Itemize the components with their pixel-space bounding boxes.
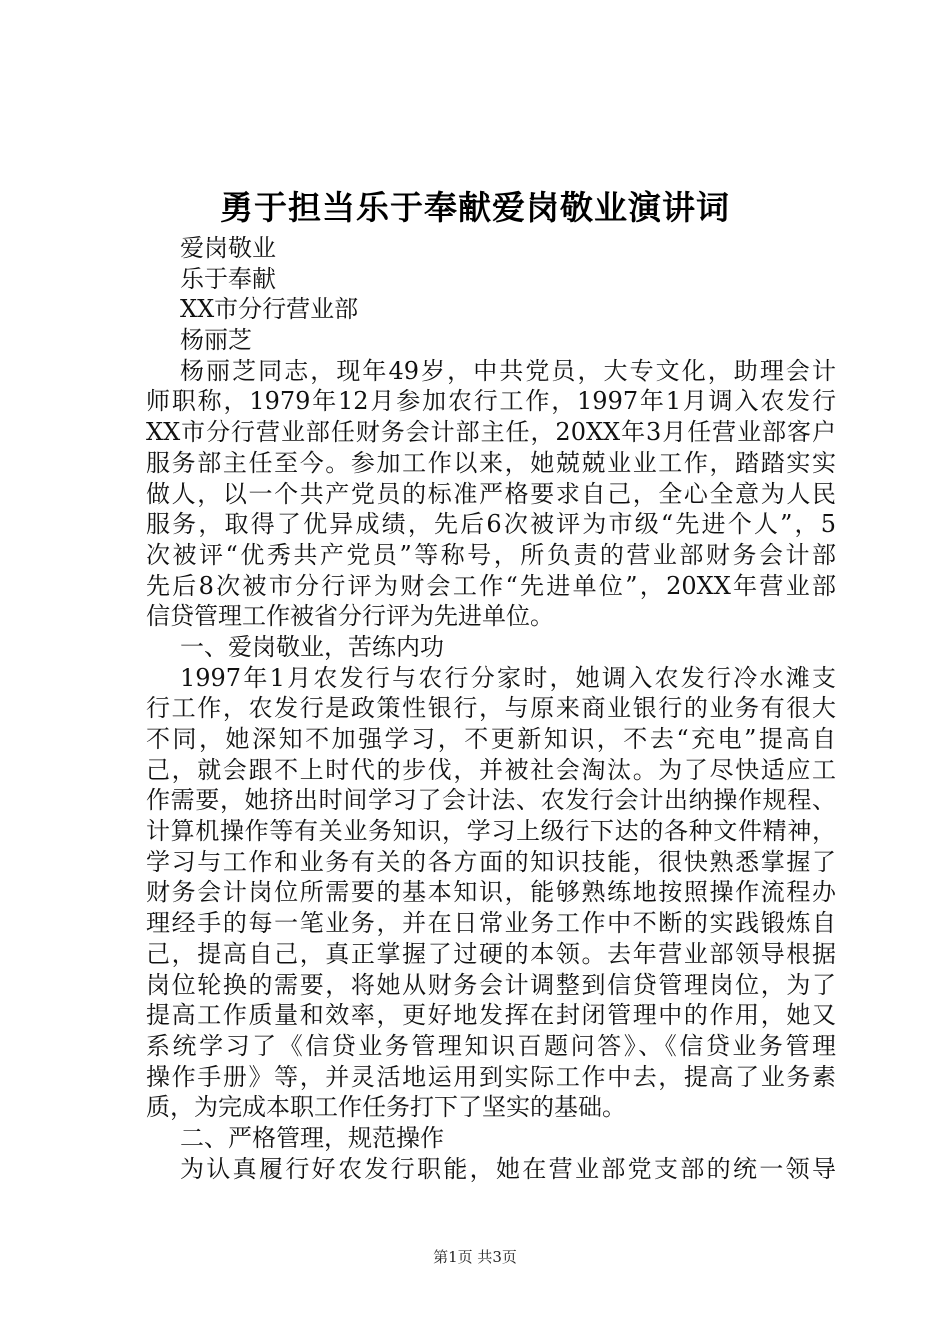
body-line: 理经手的每一笔业务，并在日常业务工作中不断的实践锻炼自 <box>146 909 836 938</box>
body-line: 杨丽芝 <box>180 326 252 355</box>
body-line: 系统学习了《信贷业务管理知识百题问答》、《信贷业务管理 <box>146 1031 836 1060</box>
body-line: 己，就会跟不上时代的步伐，并被社会淘汰。为了尽快适应工 <box>146 755 836 784</box>
body-line: 岗位轮换的需要，将她从财务会计调整到信贷管理岗位，为了 <box>146 970 836 999</box>
body-line: 作需要，她挤出时间学习了会计法、农发行会计出纳操作规程、 <box>146 786 836 815</box>
body-line: 操作手册》等，并灵活地运用到实际工作中去，提高了业务素 <box>146 1062 836 1091</box>
document-title: 勇于担当乐于奉献爱岗敬业演讲词 <box>220 188 730 227</box>
page-footer: 第1页 共3页 <box>433 1248 517 1266</box>
body-line: 爱岗敬业 <box>180 234 276 262</box>
body-line: 二、严格管理，规范操作 <box>180 1123 444 1152</box>
body-line: 己，提高自己，真正掌握了过硬的本领。去年营业部领导根据 <box>146 939 836 968</box>
body-line: 杨丽芝同志，现年49岁，中共党员，大专文化，助理会计 <box>180 356 836 385</box>
body-line: 不同，她深知不加强学习，不更新知识，不去“充电”提高自 <box>146 725 836 753</box>
body-line: 为认真履行好农发行职能，她在营业部党支部的统一领导 <box>180 1154 836 1183</box>
body-line: 1997年1月农发行与农行分家时，她调入农发行冷水滩支 <box>180 663 836 692</box>
body-line: 乐于奉献 <box>180 264 276 293</box>
body-line: 质，为完成本职工作任务打下了坚实的基础。 <box>146 1093 626 1122</box>
body-line: 信贷管理工作被省分行评为先进单位。 <box>146 602 554 631</box>
body-line: 次被评“优秀共产党员”等称号，所负责的营业部财务会计部 <box>146 540 836 569</box>
body-line: 财务会计岗位所需要的基本知识，能够熟练地按照操作流程办 <box>146 878 836 907</box>
body-line: 服务部主任至今。参加工作以来，她兢兢业业工作，踏踏实实 <box>146 448 836 477</box>
body-line: 行工作，农发行是政策性银行，与原来商业银行的业务有很大 <box>146 694 836 723</box>
document-body <box>146 233 836 1184</box>
body-line: 先后8次被市分行评为财会工作“先进单位”，20XX年营业部 <box>146 571 836 600</box>
body-line: 师职称，1979年12月参加农行工作，1997年1月调入农发行 <box>146 387 836 416</box>
body-line: 学习与工作和业务有关的各方面的知识技能，很快熟悉掌握了 <box>146 847 836 876</box>
body-line: XX市分行营业部 <box>180 295 359 324</box>
body-line: XX市分行营业部任财务会计部主任，20XX年3月任营业部客户 <box>146 418 836 447</box>
body-line: 做人，以一个共产党员的标准严格要求自己，全心全意为人民 <box>146 479 836 508</box>
body-line: 一、爱岗敬业，苦练内功 <box>180 632 444 661</box>
body-line: 计算机操作等有关业务知识，学习上级行下达的各种文件精神， <box>146 817 836 846</box>
body-line: 提高工作质量和效率，更好地发挥在封闭管理中的作用，她又 <box>146 1001 836 1030</box>
body-line: 服务，取得了优异成绩，先后6次被评为市级“先进个人”，5 <box>146 510 836 539</box>
